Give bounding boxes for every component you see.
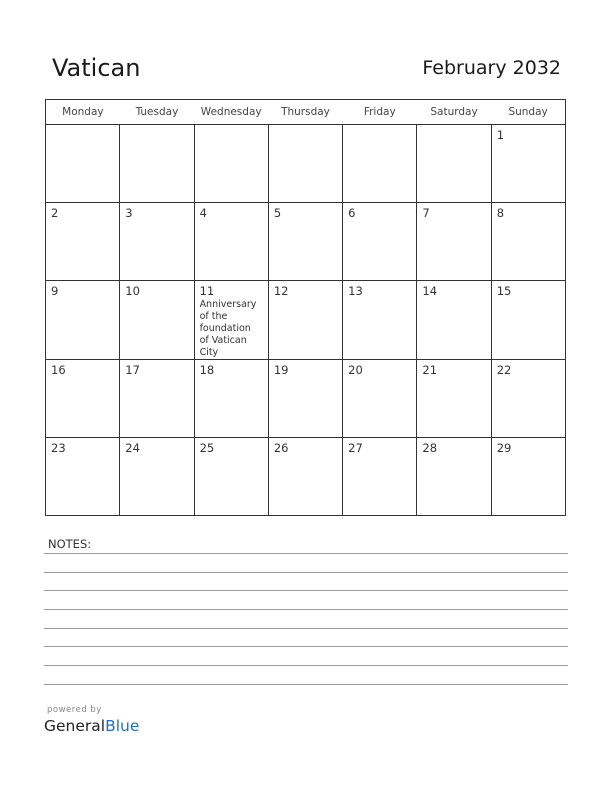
week-row (46, 438, 566, 516)
weekday-header: Saturday (417, 100, 491, 125)
day-cell (343, 360, 417, 438)
day-cell (46, 438, 120, 516)
day-cell (120, 360, 194, 438)
notes-line (44, 609, 568, 610)
day-cell (417, 203, 491, 281)
day-cell (491, 360, 565, 438)
day-number: 15 (496, 284, 512, 298)
day-cell (120, 203, 194, 281)
day-cell (343, 203, 417, 281)
day-cell (120, 125, 194, 203)
notes-line (44, 572, 568, 573)
day-number: 23 (51, 441, 66, 455)
notes-line (44, 628, 568, 629)
day-cell (417, 360, 491, 438)
day-cell (194, 360, 268, 438)
notes-line (44, 684, 568, 685)
weekday-header: Wednesday (194, 100, 268, 125)
day-cell (46, 360, 120, 438)
weekday-header: Friday (343, 100, 417, 125)
day-cell (194, 125, 268, 203)
notes-label: NOTES: (48, 537, 92, 551)
day-cell (268, 125, 342, 203)
day-cell (491, 438, 565, 516)
day-number: 13 (348, 284, 363, 298)
month-calendar-grid (45, 99, 566, 516)
day-number: 26 (273, 441, 289, 455)
day-cell (491, 125, 565, 203)
day-cell (417, 125, 491, 203)
day-number: 9 (51, 284, 59, 298)
day-cell (417, 281, 491, 360)
day-cell (417, 438, 491, 516)
weekday-header: Tuesday (120, 100, 194, 125)
notes-line (44, 646, 568, 647)
day-number: 12 (273, 284, 289, 298)
day-cell (343, 125, 417, 203)
week-row (46, 125, 566, 203)
weekday-header: Monday (46, 100, 120, 125)
day-cell (491, 203, 565, 281)
day-cell (194, 438, 268, 516)
day-cell (194, 203, 268, 281)
day-number: 18 (199, 363, 215, 377)
day-number: 14 (422, 284, 438, 298)
day-number: 20 (348, 363, 363, 377)
calendar-country-title: Vatican (52, 54, 141, 82)
day-cell (343, 281, 417, 360)
day-number: 7 (422, 206, 430, 220)
day-number (417, 125, 490, 129)
generalblue-logo (44, 717, 139, 735)
day-number: 27 (348, 441, 363, 455)
day-number: 2 (51, 206, 59, 220)
day-cell (120, 281, 194, 360)
weekday-header-row (46, 100, 566, 125)
day-number (269, 125, 342, 129)
day-number: 6 (348, 206, 356, 220)
day-number: 17 (125, 363, 140, 377)
notes-line (44, 553, 568, 554)
calendar-month-title: February 2032 (422, 57, 561, 79)
day-cell (268, 360, 342, 438)
day-number: 8 (496, 206, 505, 220)
day-number: 4 (199, 206, 207, 220)
day-number: 24 (125, 441, 140, 455)
day-number (343, 125, 416, 129)
weekday-header: Sunday (491, 100, 565, 125)
holiday-event: Anniversary of the foundation of Vatican City (199, 299, 257, 358)
notes-line (44, 590, 568, 591)
brand-general: General (44, 717, 106, 735)
day-cell (268, 281, 342, 360)
day-cell (268, 203, 342, 281)
week-row (46, 360, 566, 438)
day-number: 16 (51, 363, 66, 377)
day-number: 25 (199, 441, 215, 455)
notes-line (44, 665, 568, 666)
day-number: 22 (496, 363, 512, 377)
day-number: 29 (496, 441, 512, 455)
day-number (120, 125, 193, 129)
weekday-header: Thursday (268, 100, 342, 125)
day-cell (194, 281, 268, 360)
day-number: 19 (273, 363, 289, 377)
day-cell (343, 438, 417, 516)
day-cell (46, 125, 120, 203)
brand-blue: Blue (105, 717, 140, 735)
day-number: 10 (125, 284, 140, 298)
day-number: 21 (422, 363, 438, 377)
day-number: 11 (199, 284, 215, 298)
day-cell (46, 281, 120, 360)
day-number: 5 (273, 206, 282, 220)
day-number (195, 125, 268, 129)
day-number: 3 (125, 206, 133, 220)
day-number: 1 (496, 128, 505, 142)
powered-by-text: powered by (47, 705, 102, 715)
day-cell (120, 438, 194, 516)
day-cell (268, 438, 342, 516)
day-number (46, 125, 119, 129)
week-row (46, 281, 566, 360)
day-cell (491, 281, 565, 360)
day-cell (46, 203, 120, 281)
week-row (46, 203, 566, 281)
day-number: 28 (422, 441, 438, 455)
